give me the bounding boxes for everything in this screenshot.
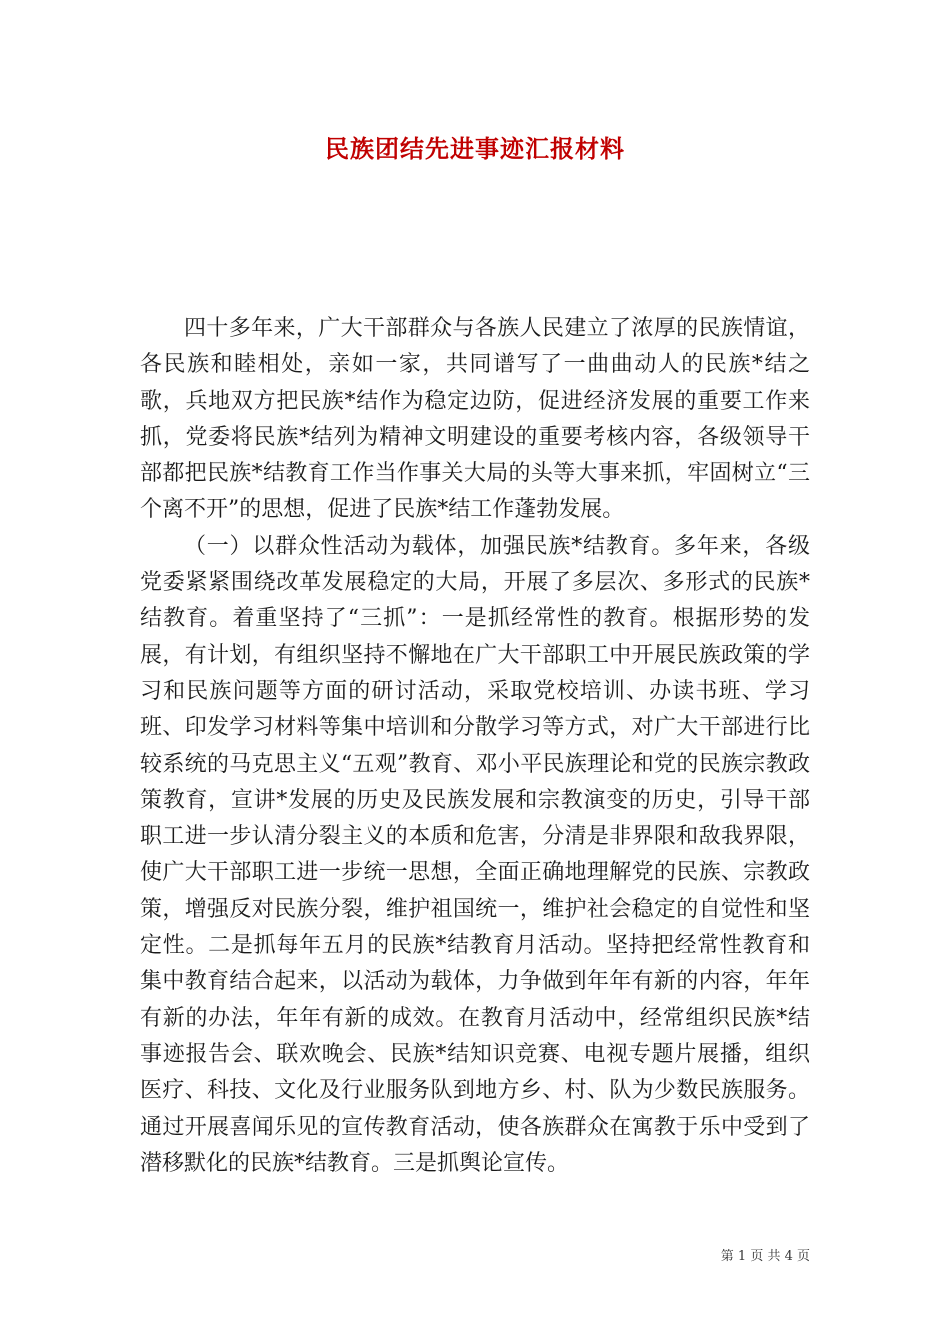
- document-title: 民族团结先进事迹汇报材料: [325, 134, 625, 163]
- page-number: 第 1 页 共 4 页: [720, 1249, 810, 1264]
- document-body: [140, 311, 810, 1182]
- paragraph-intro: 四十多年来，广大干部群众与各族人民建立了浓厚的民族情谊，各民族和睦相处，亲如一家，共同谱写了一曲曲动人的民族*结之歌，兵地双方把民族*结作为稳定边防，促进经济发展的重要工作来抓，党委将民族*结列为精神文明建设的重要考核内容，各级领导干部都把民族*结教育工作当作事关大局的头等大事来抓，牢固树立“三个离不开”的思想，促进了民族*结工作蓬勃发展。: [140, 316, 810, 523]
- paragraph-section-one: （一）以群众性活动为载体，加强民族*结教育。多年来，各级党委紧紧围绕改革发展稳定的大局，开展了多层次、多形式的民族*结教育。着重坚持了“三抓”：一是抓经常性的教育。根据形势的发展，有计划，有组织坚持不懈地在广大干部职工中开展民族政策的学习和民族问题等方面的研讨活动，采取党校培训、办读书班、学习班、印发学习材料等集中培训和分散学习等方式，对广大干部进行比较系统的马克思主义“五观”教育、邓小平民族理论和党的民族宗教政策教育，宣讲*发展的历史及民族发展和宗教演变的历史，引导干部职工进一步认清分裂主义的本质和危害，分清是非界限和敌我界限，使广大干部职工进一步统一思想，全面正确地理解党的民族、宗教政策，增强反对民族分裂，维护祖国统一，维护社会稳定的自觉性和坚定性。二是抓每年五月的民族*结教育月活动。坚持把经常性教育和集中教育结合起来，以活动为载体，力争做到年年有新的内容，年年有新的办法，年年有新的成效。在教育月活动中，经常组织民族*结事迹报告会、联欢晚会、民族*结知识竞赛、电视专题片展播，组织医疗、科技、文化及行业服务队到地方乡、村、队为少数民族服务。通过开展喜闻乐见的宣传教育活动，使各族群众在寓教于乐中受到了潜移默化的民族*结教育。三是抓舆论宣传。: [140, 533, 810, 1176]
